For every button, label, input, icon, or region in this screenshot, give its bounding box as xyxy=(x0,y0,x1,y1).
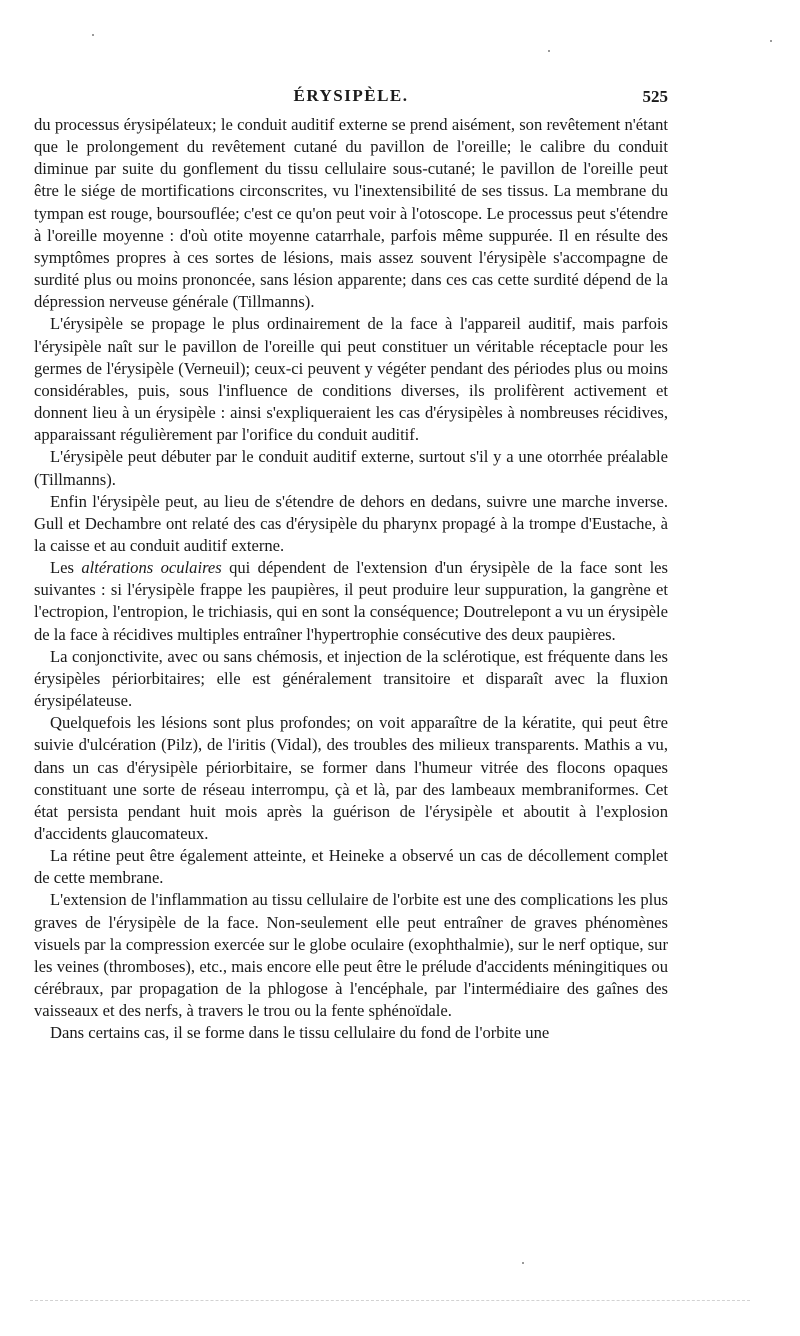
paragraph-text: qui dépendent de l'extension d'un érysipèle de la face sont les suivantes : si l'érysipèle frappe les paupières, il peut produire leur suppuration, la gangrène et l'ectropion, l'entropion, le trichiasis, qui en sont la conséquence; Doutrelepont a vu un érysipèle de la face à récidives multiples entraîner l'hypertrophie consécutive des deux paupières. xyxy=(34,558,669,644)
scan-edge-noise xyxy=(30,1300,750,1303)
paragraph-7 xyxy=(34,712,668,845)
paragraph-10 xyxy=(34,1022,668,1044)
paragraph-3 xyxy=(34,446,668,490)
paragraph-6 xyxy=(34,646,668,712)
scan-speck xyxy=(548,50,550,52)
scan-speck xyxy=(522,1262,524,1264)
paragraph-text: L'érysipèle se propage le plus ordinairement de la face à l'appareil auditif, mais parfois l'érysipèle naît sur le pavillon de l'oreille qui peut constituer un véritable réceptacle pour les germes de l'érysipèle (Verneuil); ceux-ci peuvent y végéter pendant des périodes plus ou moins considérables, puis, sous l'influence de conditions diverses, ils prolifèrent activement et donnent lieu à un érysipèle : ainsi s'expliqueraient les cas d'érysipèles à nombreuses récidives, apparaissant régulièrement par l'orifice du conduit auditif. xyxy=(34,314,668,445)
paragraph-text: L'extension de l'inflammation au tissu cellulaire de l'orbite est une des complications les plus graves de l'érysipèle de la face. Non-seulement elle peut entraîner de graves phénomènes visuels par la compression exercée sur le globe oculaire (exophthalmie), sur le nerf optique, sur les veines (thromboses), etc., mais encore elle peut être le prélude d'accidents méningitiques ou cérébraux, par propagation de la phlogose à l'encéphale, par l'intermédiaire des gaînes des vaisseaux et des nerfs, à travers le trou ou la fente sphénoïdale. xyxy=(34,890,668,1021)
paragraph-4 xyxy=(34,491,668,557)
paragraph-text: Dans certains cas, il se forme dans le tissu cellulaire du fond de l'orbite une xyxy=(50,1023,550,1043)
paragraph-8 xyxy=(34,845,668,889)
paragraph-text: Quelquefois les lésions sont plus profondes; on voit apparaître de la kératite, qui peut être suivie d'ulcération (Pilz), de l'iritis (Vidal), des troubles des milieux transparents. Mathis a vu, dans un cas d'érysipèle périorbitaire, se former dans l'humeur vitrée des flocons opaques constituant une sorte de réseau interrompu, çà et là, par des lambeaux membraniformes. Cet état persista pendant huit mois après la guérison de l'érysipèle et aboutit à l'explosion d'accidents glaucomateux. xyxy=(34,713,668,843)
paragraph-2 xyxy=(34,313,668,446)
paragraph-1 xyxy=(34,114,668,313)
running-head xyxy=(34,86,668,110)
paragraph-text: Enfin l'érysipèle peut, au lieu de s'étendre de dehors en dedans, suivre une marche inverse. Gull et Dechambre ont relaté des cas d'érysipèle du pharynx propagé à la trompe d'Eustache, à la caisse et au conduit auditif externe. xyxy=(34,491,668,555)
paragraph-text: L'érysipèle peut débuter par le conduit auditif externe, surtout s'il y a une otorrhée préalable (Tillmanns). xyxy=(34,447,668,489)
paragraph-text: du processus érysipélateux; le conduit auditif externe se prend aisément, son revêtement n'étant que le prolongement du revêtement cutané du pavillon de l'oreille; le calibre du conduit diminue par suite du gonflement du tissu cellulaire sous-cutané; le pavillon de l'oreille peut être le siége de mortifications circonscrites, vu l'inextensibilité de ses tissus. La membrane du tympan est rouge, boursouflée; c'est ce qu'on peut voir à l'otoscope. Le processus peut s'étendre à l'oreille moyenne : d'où otite moyenne catarrhale, parfois même suppurée. Il en résulte des symptômes propres à ces sortes de lésions, mais assez souvent l'érysipèle s'accompagne de surdité plus ou moins prononcée, sans lésion apparente; dans ces cas cette surdité dépend de la dépression nerveuse générale (Tillmanns). xyxy=(34,115,668,312)
paragraph-text: La rétine peut être également atteinte, et Heineke a observé un cas de décollement complet de cette membrane. xyxy=(34,846,668,888)
paragraph-text: La conjonctivite, avec ou sans chémosis, et injection de la sclérotique, est fréquente dans les érysipèles périorbitaires; elle est généralement transitoire et disparaît avec la fluxion érysipélateuse. xyxy=(34,646,668,711)
scan-speck xyxy=(770,40,772,42)
running-title: ÉRYSIPÈLE. xyxy=(293,86,409,105)
italic-phrase: altérations oculaires xyxy=(81,558,222,578)
page-number: 525 xyxy=(642,87,668,106)
scan-speck xyxy=(92,34,94,36)
body-text xyxy=(34,114,668,1045)
paragraph-5 xyxy=(34,557,668,646)
paragraph-text: Les xyxy=(50,558,82,578)
paragraph-9 xyxy=(34,889,668,1022)
